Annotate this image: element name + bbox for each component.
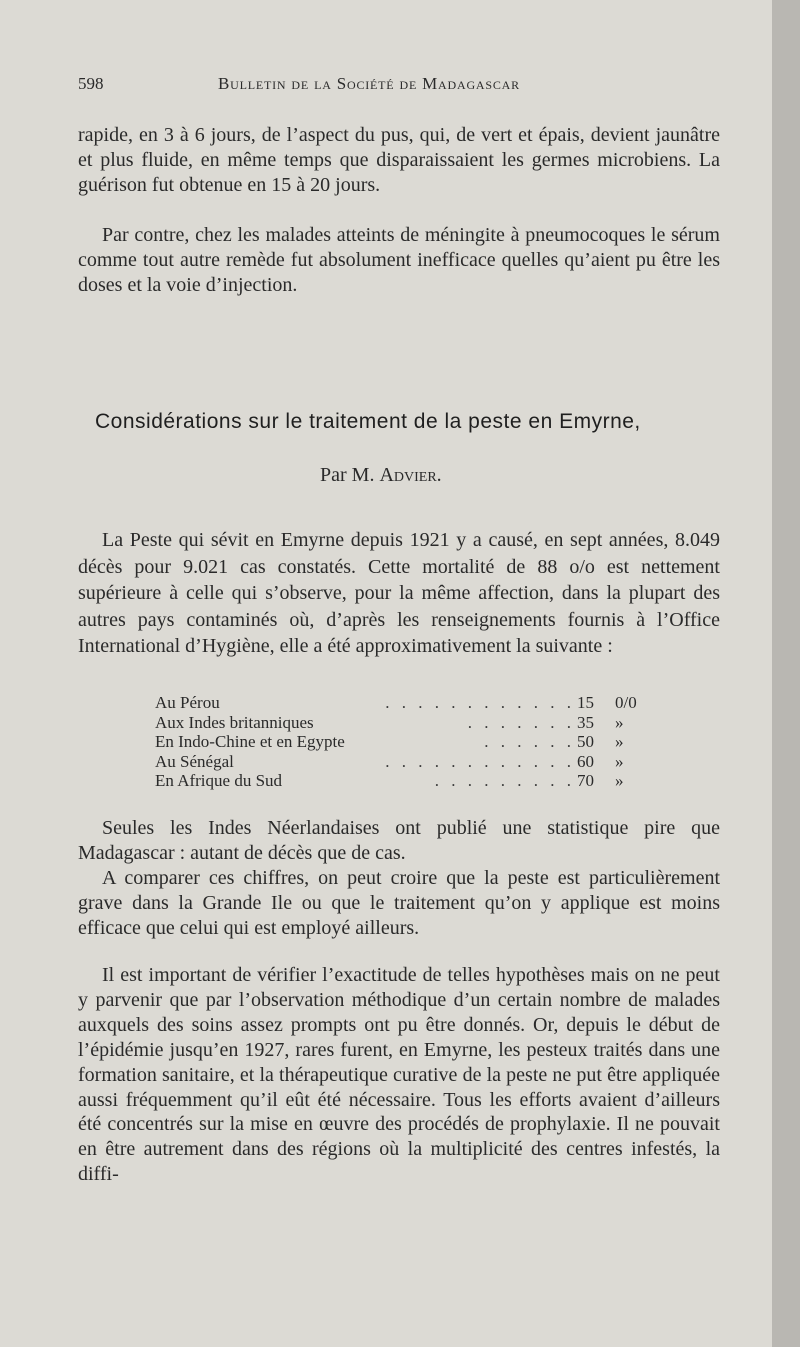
page-edge — [772, 0, 800, 1347]
country-label: Au Sénégal — [155, 751, 234, 771]
table-row — [155, 732, 655, 752]
mortality-table — [155, 693, 655, 791]
intro-paragraph: La Peste qui sévit en Emyrne depuis 1921 y a causé, en sept années, 8.049 décès pour 9.021 cas constatés. Cette mortalité de 88 o/o est nettement supérieure à celle qui s’observe, pour la même affection, dans la plupart des autres pays contaminés où, d’après les renseignements fournis à l’Office International d’Hygiène, elle a été approximativement la suivante : — [78, 529, 720, 657]
paragraph-hypotheses: Il est important de vérifier l’exactitude de telles hypothèses mais on ne peut y parvenir que par l’observation méthodique d’un certain nombre de malades auxquels des soins assez prompts ont pu être donnés. Or, depuis le début de l’épidémie jusqu’en 1927, rares furent, en Emyrne, les pesteux traités dans une formation sanitaire, et la thérapeutique curative de la peste ne put être appliquée aussi fréquemment qu’il eût été nécessaire. Tous les efforts avaient d’ailleurs été concentrés sur la mise en œuvre des procédés de prophylaxie. Il ne pouvait en être autrement dans des régions où la multiplicité des centres infestés, la diffi- — [78, 964, 720, 1186]
mortality-value: 50 — [577, 732, 594, 751]
mortality-unit: » — [615, 771, 624, 790]
leader-dots: . . . . . . — [484, 732, 575, 751]
mortality-value: 60 — [577, 751, 594, 771]
table-row — [155, 771, 655, 791]
author-name: Advier. — [379, 464, 442, 486]
mortality-unit: » — [615, 732, 624, 751]
author-byline — [320, 464, 442, 487]
leader-dots: . . . . . . . . . — [434, 771, 575, 790]
mortality-unit: » — [615, 751, 624, 771]
leader-dots: . . . . . . . — [467, 712, 575, 732]
mortality-value: 70 — [577, 771, 594, 790]
country-label: Au Pérou — [155, 693, 220, 712]
paragraph-continued: rapide, en 3 à 6 jours, de l’aspect du pus, qui, de vert et épais, devient jaunâtre et plus fluide, en même temps que disparaissaient les germes microbiens. La guérison fut obtenue en 15 à 20 jours. — [78, 124, 720, 196]
byline-prefix: Par M. — [320, 464, 375, 486]
country-label: En Afrique du Sud — [155, 771, 283, 790]
running-title: Bulletin de la Société de Madagascar — [218, 74, 520, 93]
table-row — [155, 752, 655, 772]
leader-dots: . . . . . . . . . . . . — [385, 693, 575, 712]
mortality-unit: » — [615, 712, 624, 732]
leader-dots: . . . . . . . . . . . . — [385, 751, 575, 771]
mortality-unit: 0/0 — [615, 693, 637, 712]
page-header — [78, 74, 718, 102]
country-label: En Indo-Chine et en Egypte — [155, 732, 345, 751]
table-row — [155, 693, 655, 713]
country-label: Aux Indes britanniques — [155, 712, 314, 732]
mortality-value: 15 — [577, 693, 594, 712]
table-row — [155, 713, 655, 733]
paragraph-netherlands-indies: Seules les Indes Néerlandaises ont publié une statistique pire que Madagascar : autant de décès que de cas. — [78, 817, 720, 864]
mortality-value: 35 — [577, 712, 594, 732]
section-title: Considérations sur le traitement de la peste en Emyrne, — [95, 410, 641, 433]
paragraph-comparison: A comparer ces chiffres, on peut croire que la peste est particulièrement grave dans la Grande Ile ou que le traitement qu’on y applique est moins efficace que celui qui est employé ailleurs. — [78, 867, 720, 939]
paragraph-pneumococcus: Par contre, chez les malades atteints de méningite à pneumocoques le sérum comme tout autre remède fut absolument inefficace quelles qu’aient pu être les doses et la voie d’injection. — [78, 224, 720, 296]
page-number: 598 — [78, 74, 104, 93]
